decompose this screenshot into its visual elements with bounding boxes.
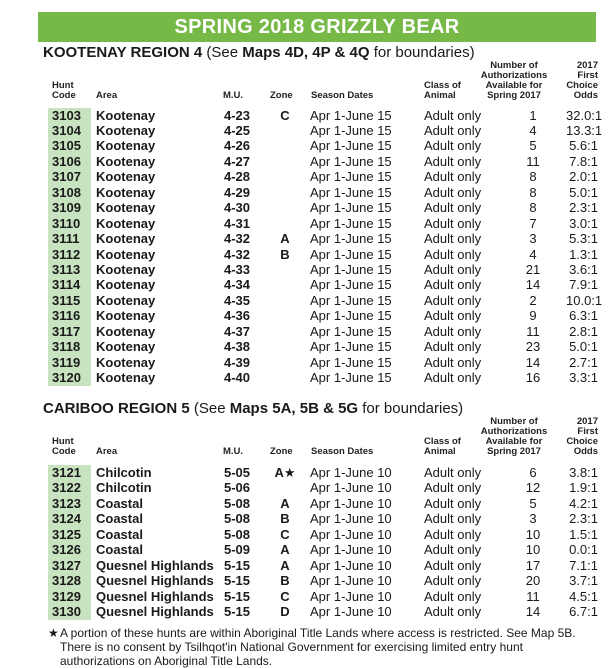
- area-cell: Coastal: [96, 511, 143, 527]
- authorizations-cell: 23: [525, 339, 541, 355]
- hunt-code: 3129: [52, 588, 81, 604]
- authorizations-cell: 1: [529, 107, 537, 123]
- header-zone: Zone: [270, 90, 293, 101]
- mu-cell: 5-15: [224, 573, 251, 589]
- season-cell: Apr 1-June 15: [310, 200, 392, 216]
- table-row: [48, 480, 598, 495]
- area-cell: Kootenay: [96, 153, 156, 169]
- authorizations-cell: 8: [529, 169, 537, 185]
- hunt-code: 3110: [52, 215, 81, 231]
- hunt-code: 3124: [52, 511, 81, 527]
- table-row: [48, 604, 598, 619]
- hunt-code: 3105: [52, 138, 81, 154]
- class-cell: Adult only: [424, 464, 482, 480]
- hunt-code: 3106: [52, 153, 81, 169]
- authorizations-cell: 7: [529, 215, 537, 231]
- season-cell: Apr 1-June 15: [310, 231, 392, 247]
- header-odds-line: Choice: [566, 436, 598, 447]
- mu-cell: 5-06: [224, 480, 251, 496]
- odds-cell: 2.7:1: [569, 354, 598, 370]
- area-cell: Chilcotin: [96, 480, 152, 496]
- hunt-code: 3121: [52, 464, 81, 480]
- class-cell: Adult only: [424, 542, 482, 558]
- mu-cell: 4-33: [224, 262, 251, 277]
- area-cell: Quesnel Highlands: [96, 604, 214, 620]
- mu-cell: 4-36: [224, 308, 251, 324]
- season-cell: Apr 1-June 10: [310, 542, 392, 558]
- class-cell: Adult only: [424, 138, 482, 154]
- authorizations-cell: 3: [529, 511, 537, 527]
- season-cell: Apr 1-June 10: [310, 526, 392, 542]
- class-cell: Adult only: [424, 246, 482, 262]
- mu-cell: 5-15: [224, 604, 251, 620]
- area-cell: Kootenay: [96, 323, 156, 339]
- hunt-code: 3117: [52, 323, 81, 339]
- mu-cell: 4-40: [224, 370, 251, 386]
- header-odds-line: Odds: [573, 90, 598, 101]
- region-title: [43, 44, 475, 61]
- season-cell: Apr 1-June 10: [310, 511, 392, 527]
- header-hunt-code-line: Code: [52, 90, 76, 101]
- hunt-code: 3130: [52, 604, 81, 620]
- region-paren-open: (See: [202, 44, 243, 61]
- header-authorizations-line: Available for: [485, 436, 543, 447]
- table-row: [48, 573, 598, 588]
- odds-cell: 3.0:1: [569, 215, 598, 231]
- zone-cell: A: [280, 542, 290, 558]
- header-area: Area: [96, 90, 118, 101]
- header-season: Season Dates: [311, 90, 374, 101]
- area-cell: Coastal: [96, 526, 143, 542]
- hunt-code: 3116: [52, 308, 81, 324]
- footnote-text: A portion of these hunts are within Aboriginal Title Lands where access is restricted. See Map 5B. There is no consent by Tsilhqot'in National Government for exercising limited entry hunt authorizations on Aboriginal Title Lands.: [60, 626, 576, 668]
- hunt-code: 3122: [52, 480, 81, 496]
- odds-cell: 3.3:1: [569, 370, 598, 386]
- area-cell: Kootenay: [96, 292, 156, 308]
- authorizations-cell: 4: [529, 246, 537, 262]
- class-cell: Adult only: [424, 480, 482, 496]
- hunt-code: 3114: [52, 277, 81, 293]
- odds-cell: 7.1:1: [569, 557, 598, 573]
- season-cell: Apr 1-June 15: [310, 107, 392, 123]
- odds-cell: 3.8:1: [569, 464, 598, 480]
- area-cell: Quesnel Highlands: [96, 557, 214, 573]
- area-cell: Chilcotin: [96, 464, 152, 480]
- zone-cell: B: [280, 573, 290, 589]
- odds-cell: 4.2:1: [569, 495, 598, 511]
- season-cell: Apr 1-June 10: [310, 495, 392, 511]
- authorizations-cell: 12: [525, 480, 541, 496]
- class-cell: Adult only: [424, 495, 482, 511]
- odds-cell: 5.6:1: [569, 138, 598, 154]
- area-cell: Kootenay: [96, 200, 156, 216]
- odds-cell: 6.3:1: [569, 308, 598, 324]
- authorizations-cell: 3: [529, 231, 537, 247]
- season-cell: Apr 1-June 10: [310, 557, 392, 573]
- area-cell: Kootenay: [96, 277, 156, 293]
- table-row: [48, 542, 598, 557]
- header-odds-line: Odds: [573, 446, 598, 457]
- header-class-line: Class of: [424, 436, 461, 447]
- table-row: [48, 558, 598, 573]
- authorizations-cell: 6: [529, 464, 537, 480]
- class-cell: Adult only: [424, 200, 482, 216]
- odds-cell: 6.7:1: [569, 604, 598, 620]
- odds-cell: 2.0:1: [569, 169, 598, 185]
- hunt-code: 3127: [52, 557, 81, 573]
- area-cell: Kootenay: [96, 138, 156, 154]
- header-class-line: Animal: [424, 446, 456, 457]
- header-authorizations-line: Number of: [490, 60, 538, 71]
- class-cell: Adult only: [424, 354, 482, 370]
- header-hunt-code-line: Hunt: [52, 436, 74, 447]
- class-cell: Adult only: [424, 292, 482, 308]
- season-cell: Apr 1-June 15: [310, 262, 392, 277]
- table-row: [48, 292, 603, 308]
- odds-cell: 2.3:1: [569, 200, 598, 216]
- season-cell: Apr 1-June 15: [310, 246, 392, 262]
- table-row: [48, 511, 598, 526]
- class-cell: Adult only: [424, 153, 482, 169]
- class-cell: Adult only: [424, 277, 482, 293]
- odds-cell: 5.0:1: [569, 339, 598, 355]
- header-authorizations-line: Spring 2017: [487, 446, 541, 457]
- authorizations-cell: 17: [525, 557, 541, 573]
- zone-cell: C: [280, 107, 290, 123]
- table-row: [48, 527, 598, 542]
- authorizations-cell: 4: [529, 122, 537, 138]
- season-cell: Apr 1-June 15: [310, 277, 392, 293]
- table-row: [48, 169, 598, 184]
- mu-cell: 4-35: [224, 292, 251, 308]
- class-cell: Adult only: [424, 231, 482, 247]
- season-cell: Apr 1-June 15: [310, 138, 392, 154]
- class-cell: Adult only: [424, 370, 482, 386]
- table-row: [48, 339, 598, 354]
- header-authorizations-line: Authorizations: [480, 70, 548, 81]
- season-cell: Apr 1-June 15: [310, 370, 392, 386]
- hunt-code: 3111: [52, 231, 80, 247]
- odds-cell: 3.6:1: [569, 262, 598, 277]
- header-authorizations: [478, 417, 550, 457]
- star-icon: ★: [48, 626, 59, 640]
- season-cell: Apr 1-June 10: [310, 573, 392, 589]
- header-odds-line: 2017: [576, 416, 598, 427]
- area-cell: Kootenay: [96, 231, 156, 247]
- authorizations-cell: 5: [529, 495, 537, 511]
- odds-cell: 3.7:1: [569, 573, 598, 589]
- authorizations-cell: 14: [525, 277, 541, 293]
- table-row: [48, 107, 603, 123]
- area-cell: Quesnel Highlands: [96, 573, 214, 589]
- region-maps: Maps 5A, 5B & 5G: [229, 400, 359, 417]
- zone-cell: A★: [274, 464, 296, 480]
- area-cell: Coastal: [96, 542, 143, 558]
- authorizations-cell: 10: [525, 542, 541, 558]
- season-cell: Apr 1-June 15: [310, 169, 392, 185]
- hunt-code: 3123: [52, 495, 81, 511]
- authorizations-cell: 8: [529, 200, 537, 216]
- odds-cell: 1.5:1: [569, 526, 598, 542]
- header-class-line: Animal: [424, 90, 456, 101]
- hunt-code: 3115: [52, 292, 81, 308]
- header-odds-line: First: [577, 70, 598, 81]
- area-cell: Kootenay: [96, 370, 156, 386]
- authorizations-cell: 11: [526, 323, 540, 339]
- mu-cell: 4-30: [224, 200, 251, 216]
- authorizations-cell: 8: [529, 184, 537, 200]
- header-hunt-code-line: Code: [52, 446, 76, 457]
- table-row: [48, 308, 598, 323]
- authorizations-cell: 10: [525, 526, 541, 542]
- mu-cell: 4-25: [224, 122, 251, 138]
- table-row: [48, 122, 603, 138]
- authorizations-cell: 20: [525, 573, 541, 589]
- season-cell: Apr 1-June 15: [310, 354, 392, 370]
- mu-cell: 4-28: [224, 169, 251, 185]
- table-row: [48, 496, 598, 511]
- hunt-code: 3128: [52, 573, 81, 589]
- region-paren-close: for boundaries): [358, 400, 464, 417]
- class-cell: Adult only: [424, 107, 482, 123]
- header-hunt-code: [52, 437, 76, 457]
- mu-cell: 5-15: [224, 557, 251, 573]
- mu-cell: 4-31: [224, 215, 251, 231]
- header-authorizations-line: Spring 2017: [487, 90, 541, 101]
- authorizations-cell: 5: [529, 138, 537, 154]
- authorizations-cell: 9: [529, 308, 537, 324]
- season-cell: Apr 1-June 15: [310, 215, 392, 231]
- table-row: [48, 185, 598, 200]
- zone-cell: C: [280, 588, 290, 604]
- area-cell: Quesnel Highlands: [96, 588, 214, 604]
- hunt-code: 3119: [52, 354, 81, 370]
- odds-cell: 2.8:1: [569, 323, 598, 339]
- season-cell: Apr 1-June 15: [310, 308, 392, 324]
- hunt-code: 3104: [52, 122, 81, 138]
- table-row: [48, 589, 598, 604]
- odds-cell: 4.5:1: [569, 588, 598, 604]
- header-season: Season Dates: [311, 446, 374, 457]
- area-cell: Coastal: [96, 495, 143, 511]
- table-row: [48, 324, 598, 339]
- season-cell: Apr 1-June 10: [310, 604, 392, 620]
- mu-cell: 4-23: [224, 107, 251, 123]
- odds-cell: 13.3:1: [566, 122, 603, 138]
- region-paren-open: (See: [189, 400, 230, 417]
- zone-cell: A: [280, 557, 290, 573]
- header-class: [424, 81, 461, 101]
- season-cell: Apr 1-June 15: [310, 184, 392, 200]
- table-row: [48, 465, 598, 480]
- class-cell: Adult only: [424, 339, 482, 355]
- zone-cell: B: [280, 511, 290, 527]
- header-odds: [560, 417, 598, 457]
- mu-cell: 4-27: [224, 153, 251, 169]
- authorizations-cell: 14: [525, 604, 541, 620]
- authorizations-cell: 11: [526, 588, 540, 604]
- header-odds-line: 2017: [576, 60, 598, 71]
- zone-cell: A: [280, 495, 290, 511]
- class-cell: Adult only: [424, 557, 482, 573]
- mu-cell: 4-37: [224, 323, 251, 339]
- class-cell: Adult only: [424, 262, 482, 277]
- hunt-code: 3112: [52, 246, 81, 262]
- header-class: [424, 437, 461, 457]
- region-name: CARIBOO REGION 5: [43, 400, 190, 417]
- hunt-code: 3126: [52, 542, 81, 558]
- season-cell: Apr 1-June 10: [310, 588, 392, 604]
- table-row: [48, 216, 598, 231]
- table-row: [48, 200, 598, 215]
- header-zone: Zone: [270, 446, 293, 457]
- zone-cell: B: [280, 246, 290, 262]
- table-row: [48, 138, 598, 153]
- season-cell: Apr 1-June 10: [310, 464, 392, 480]
- class-cell: Adult only: [424, 308, 482, 324]
- authorizations-cell: 11: [526, 153, 540, 169]
- class-cell: Adult only: [424, 184, 482, 200]
- hunt-code: 3113: [52, 262, 81, 277]
- authorizations-cell: 2: [529, 292, 537, 308]
- hunt-code: 3125: [52, 526, 81, 542]
- mu-cell: 5-09: [224, 542, 251, 558]
- class-cell: Adult only: [424, 604, 482, 620]
- mu-cell: 5-15: [224, 588, 251, 604]
- area-cell: Kootenay: [96, 169, 156, 185]
- mu-cell: 4-29: [224, 184, 251, 200]
- table-row: [48, 277, 598, 292]
- mu-cell: 4-32: [224, 246, 251, 262]
- season-cell: Apr 1-June 15: [310, 323, 392, 339]
- mu-cell: 4-38: [224, 339, 251, 355]
- header-authorizations-line: Available for: [485, 80, 543, 91]
- season-cell: Apr 1-June 15: [310, 339, 392, 355]
- header-area: Area: [96, 446, 118, 457]
- region-maps: Maps 4D, 4P & 4Q: [242, 44, 370, 61]
- mu-cell: 4-34: [224, 277, 251, 293]
- mu-cell: 5-08: [224, 495, 251, 511]
- table-row: [48, 370, 598, 385]
- class-cell: Adult only: [424, 215, 482, 231]
- hunt-code: 3107: [52, 169, 81, 185]
- area-cell: Kootenay: [96, 308, 156, 324]
- authorizations-cell: 14: [525, 354, 541, 370]
- authorizations-cell: 16: [525, 370, 541, 386]
- hunt-code: 3118: [52, 339, 81, 355]
- odds-cell: 32.0:1: [566, 107, 603, 123]
- area-cell: Kootenay: [96, 184, 156, 200]
- authorizations-cell: 21: [525, 262, 541, 277]
- area-cell: Kootenay: [96, 339, 156, 355]
- header-authorizations-line: Number of: [490, 416, 538, 427]
- mu-cell: 4-39: [224, 354, 251, 370]
- zone-cell: D: [280, 604, 290, 620]
- region-title: [43, 400, 463, 417]
- area-cell: Kootenay: [96, 354, 156, 370]
- page-banner: SPRING 2018 GRIZZLY BEAR: [38, 12, 596, 42]
- table-row: [48, 355, 598, 370]
- odds-cell: 7.8:1: [569, 153, 598, 169]
- hunt-code: 3103: [52, 107, 81, 123]
- header-class-line: Class of: [424, 80, 461, 91]
- zone-cell: C: [280, 526, 290, 542]
- season-cell: Apr 1-June 15: [310, 122, 392, 138]
- odds-cell: 10.0:1: [566, 292, 603, 308]
- area-cell: Kootenay: [96, 262, 156, 277]
- class-cell: Adult only: [424, 526, 482, 542]
- class-cell: Adult only: [424, 573, 482, 589]
- header-mu: M.U.: [223, 446, 244, 457]
- zone-cell: A: [280, 231, 290, 247]
- table-row: [48, 247, 598, 262]
- odds-cell: 1.9:1: [569, 480, 598, 496]
- mu-cell: 5-08: [224, 526, 251, 542]
- region-name: KOOTENAY REGION 4: [43, 44, 203, 61]
- odds-cell: 5.3:1: [569, 231, 598, 247]
- area-cell: Kootenay: [96, 215, 156, 231]
- table-row: [48, 262, 598, 277]
- odds-cell: 1.3:1: [569, 246, 598, 262]
- table-row: [48, 231, 598, 246]
- class-cell: Adult only: [424, 323, 482, 339]
- hunt-code: 3108: [52, 184, 81, 200]
- header-odds: [560, 61, 598, 101]
- header-authorizations: [478, 61, 550, 101]
- header-authorizations-line: Authorizations: [480, 426, 548, 437]
- season-cell: Apr 1-June 15: [310, 153, 392, 169]
- mu-cell: 5-08: [224, 511, 251, 527]
- area-cell: Kootenay: [96, 107, 156, 123]
- mu-cell: 5-05: [224, 464, 251, 480]
- hunt-code: 3120: [52, 370, 81, 386]
- area-cell: Kootenay: [96, 246, 156, 262]
- odds-cell: 5.0:1: [569, 184, 598, 200]
- region-paren-close: for boundaries): [369, 44, 475, 61]
- odds-cell: 0.0:1: [569, 542, 598, 558]
- header-odds-line: First: [577, 426, 598, 437]
- class-cell: Adult only: [424, 511, 482, 527]
- header-hunt-code-line: Hunt: [52, 80, 74, 91]
- season-cell: Apr 1-June 15: [310, 292, 392, 308]
- class-cell: Adult only: [424, 122, 482, 138]
- header-hunt-code: [52, 81, 76, 101]
- mu-cell: 4-26: [224, 138, 251, 154]
- header-mu: M.U.: [223, 90, 244, 101]
- class-cell: Adult only: [424, 169, 482, 185]
- odds-cell: 7.9:1: [569, 277, 598, 293]
- area-cell: Kootenay: [96, 122, 156, 138]
- table-row: [48, 154, 598, 169]
- odds-cell: 2.3:1: [569, 511, 598, 527]
- mu-cell: 4-32: [224, 231, 251, 247]
- season-cell: Apr 1-June 10: [310, 480, 392, 496]
- header-odds-line: Choice: [566, 80, 598, 91]
- class-cell: Adult only: [424, 588, 482, 604]
- hunt-code: 3109: [52, 200, 81, 216]
